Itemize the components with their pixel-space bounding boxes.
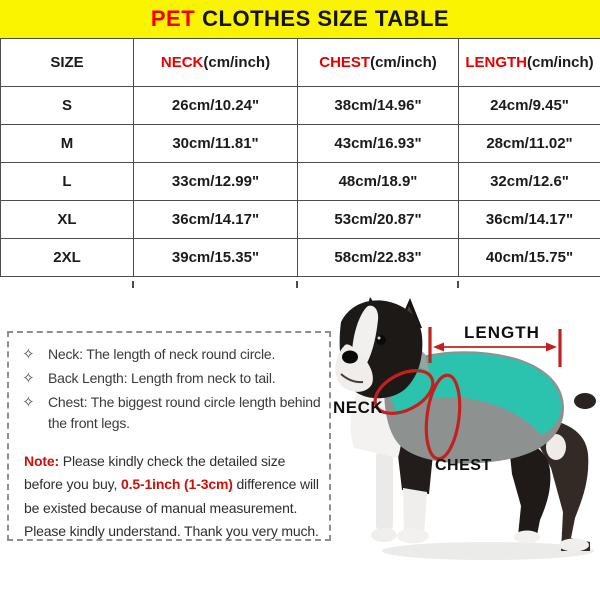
length-cell: 40cm/15.75" [459,239,600,277]
neck-cell: 33cm/12.99" [134,163,298,201]
size-cell: S [1,87,134,125]
neck-annotation-label: NECK [333,398,384,417]
table-row [1,163,600,201]
chest-cell: 38cm/14.96" [298,87,459,125]
table-row [1,125,600,163]
star-bullet-icon: ✧ [22,393,35,411]
column-header-chest-name: CHEST [319,54,371,71]
column-header-neck-name: NECK [160,54,204,71]
column-header-size: SIZE [1,39,134,87]
list-item [17,368,323,390]
measurement-notes-box [7,331,331,541]
chest-cell: 58cm/22.83" [298,239,459,277]
note-label: Note: [24,452,60,469]
length-cell: 32cm/12.6" [459,163,600,201]
table-divider-stub [132,281,134,288]
note-neck-definition: Neck: The length of neck round circle. [48,346,276,362]
table-header-row [1,39,600,87]
table-row [1,239,600,277]
note-text-2: difference will be existed because of manual measurement. Please kindly understand. Thank you very much. [24,476,319,540]
table-row [1,201,600,239]
neck-cell: 39cm/15.35" [134,239,298,277]
length-cell: 36cm/14.17" [459,201,600,239]
size-cell: 2XL [1,239,134,277]
chest-cell: 53cm/20.87" [298,201,459,239]
column-header-neck [134,39,298,87]
note-tolerance-highlight: 0.5-1inch (1-3cm) [120,476,233,493]
measurement-notes-list [17,344,323,435]
note-text-1: Please kindly check the detailed size before you buy, [24,452,286,493]
dog-measurement-diagram [316,286,600,578]
star-bullet-icon: ✧ [22,369,35,387]
chest-cell: 48cm/18.9" [298,163,459,201]
disclaimer-note [24,450,321,544]
list-item [17,344,323,366]
column-header-length-name: LENGTH [465,54,527,71]
neck-cell: 26cm/10.24" [134,87,298,125]
star-bullet-icon: ✧ [22,346,35,363]
size-table [0,38,600,277]
neck-cell: 36cm/14.17" [134,201,298,239]
column-header-neck-unit: (cm/inch) [203,54,271,71]
chest-cell: 43cm/16.93" [298,125,459,163]
note-chest-definition: Chest: The biggest round circle length behind the front legs. [48,393,321,432]
note-back-length-definition: Back Length: Length from neck to tail. [48,369,276,386]
title-banner [0,0,600,38]
column-header-length-unit: (cm/inch) [526,54,594,71]
chest-annotation-label: CHEST [435,457,492,474]
length-annotation-label: LENGTH [464,323,540,342]
list-item [17,392,323,435]
length-cell: 28cm/11.02" [459,125,600,163]
title-highlight: PET [150,6,196,31]
size-cell: L [1,163,134,201]
size-cell: M [1,125,134,163]
length-cell: 24cm/9.45" [459,87,600,125]
column-header-length [459,39,600,87]
neck-cell: 30cm/11.81" [134,125,298,163]
table-row [1,87,600,125]
page-title: CLOTHES SIZE TABLE [202,6,450,31]
column-header-chest [298,39,459,87]
table-divider-stub [296,281,298,288]
size-cell: XL [1,201,134,239]
column-header-chest-unit: (cm/inch) [370,54,437,71]
